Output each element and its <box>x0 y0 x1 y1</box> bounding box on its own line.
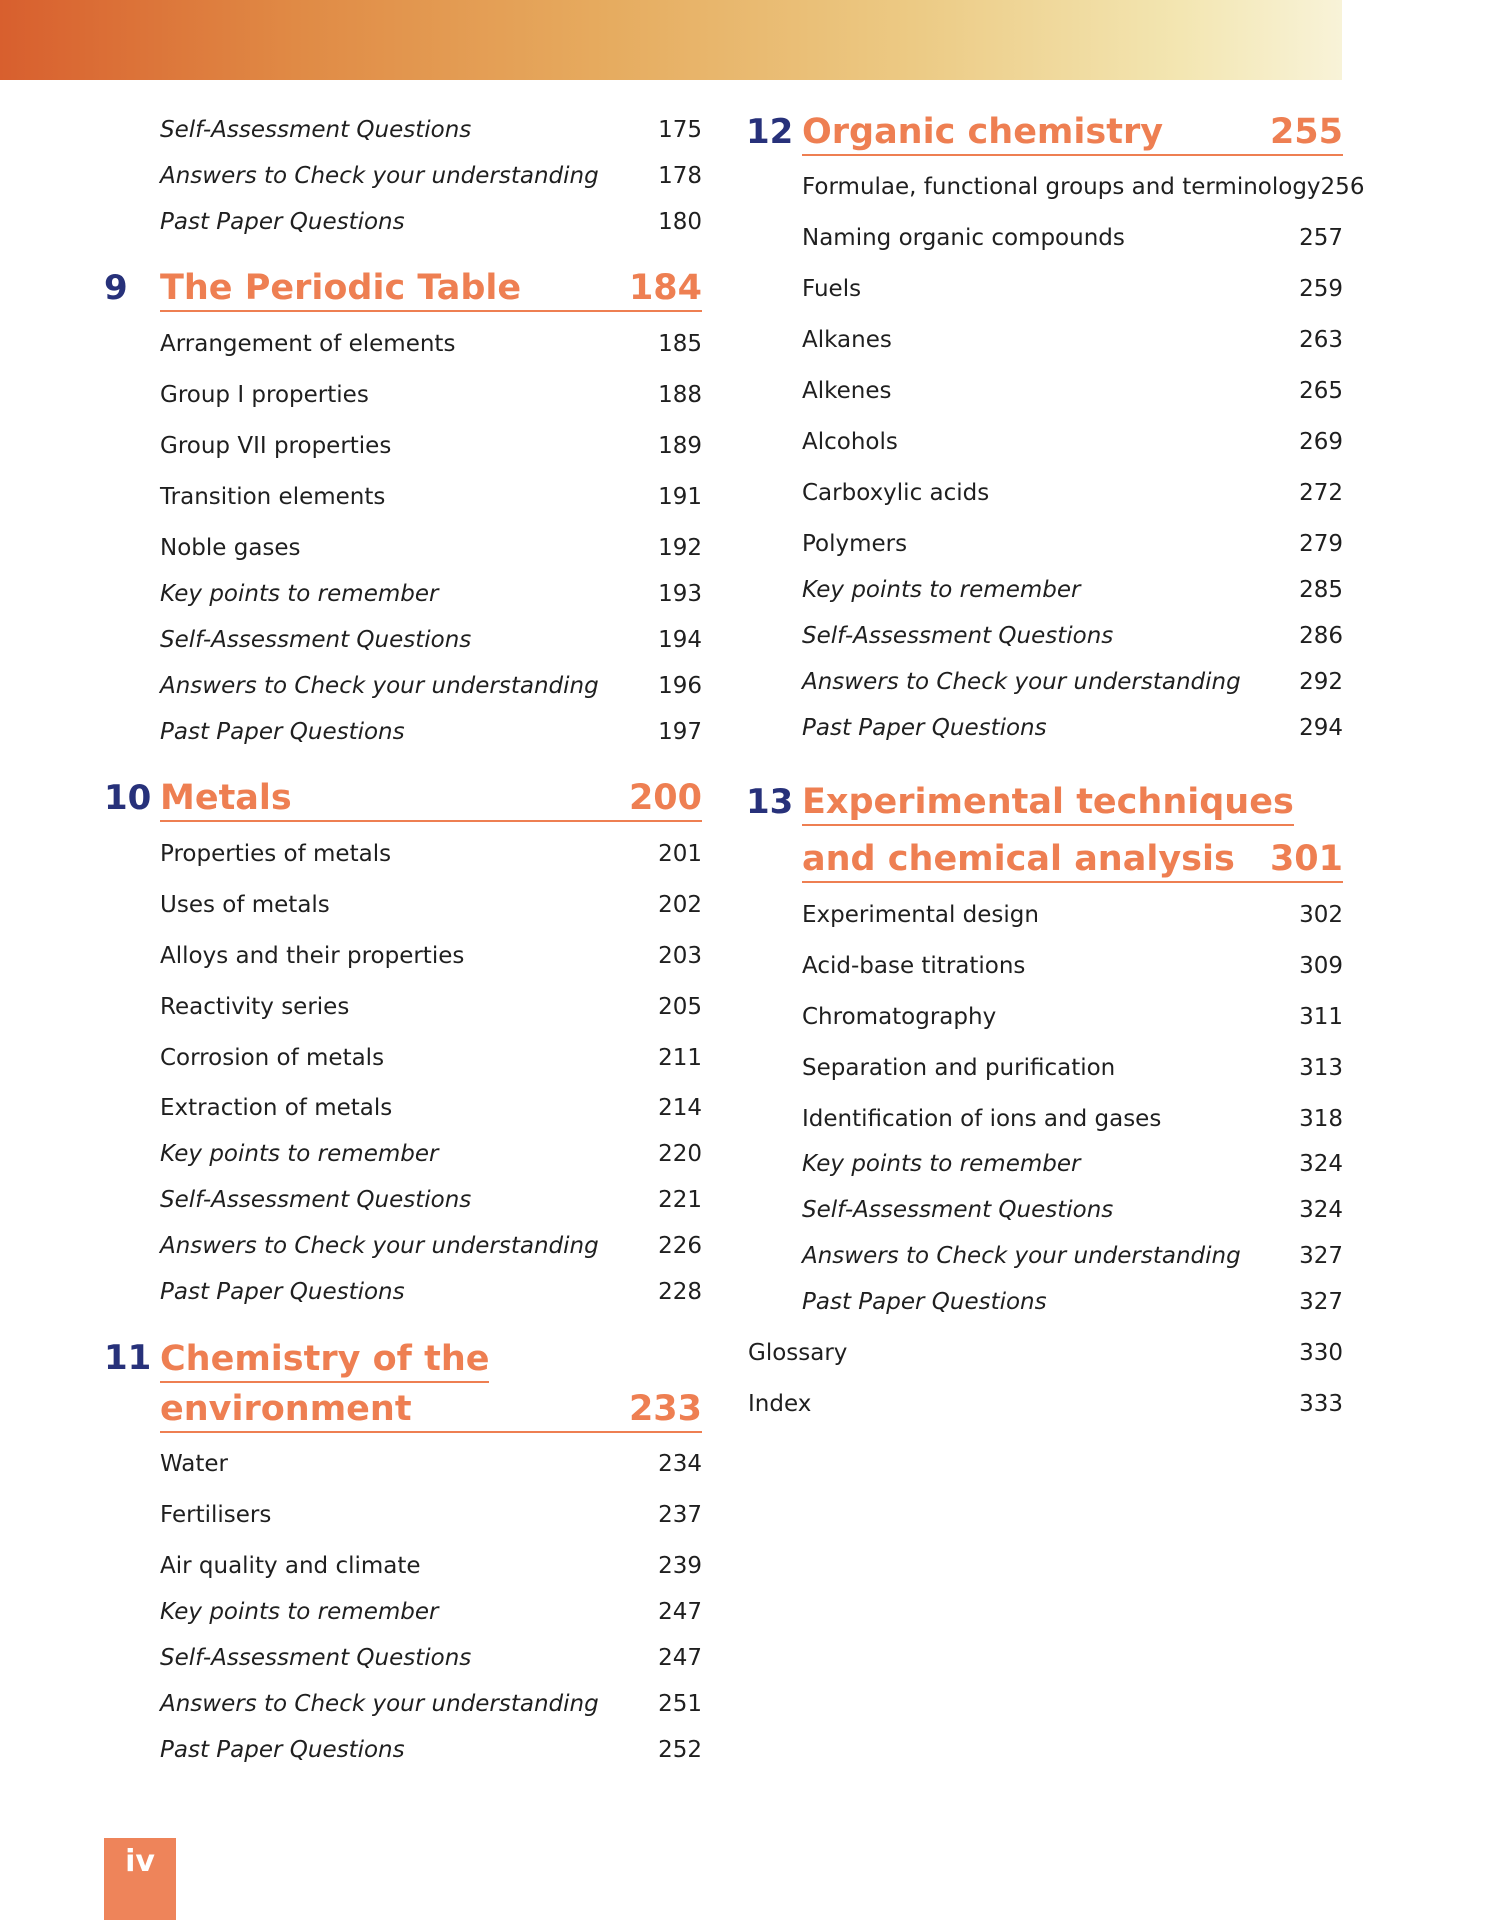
chapter-heading-9[interactable] <box>160 266 702 312</box>
chapter-heading-13-line2[interactable] <box>802 837 1343 883</box>
chapter-number: 12 <box>746 112 794 152</box>
chapter-title: Chemistry of the <box>160 1339 490 1379</box>
toc-entry[interactable]: Group I properties 188 <box>160 382 702 408</box>
toc-entry[interactable]: Alkenes 265 <box>802 378 1343 404</box>
chapter-page: 233 <box>628 1389 702 1429</box>
chapter-heading-12[interactable] <box>802 110 1343 156</box>
toc-entry[interactable]: Naming organic compounds 257 <box>802 225 1343 251</box>
toc-entry[interactable]: Chromatography 311 <box>802 1004 1343 1030</box>
toc-entry[interactable]: Key points to remember 247 <box>160 1599 702 1625</box>
toc-entry[interactable]: Self-Assessment Questions 286 <box>802 623 1343 649</box>
toc-entry[interactable]: Identification of ions and gases 318 <box>802 1106 1343 1132</box>
chapter-page: 200 <box>628 778 702 818</box>
chapter-title: Experimental techniques <box>802 782 1294 822</box>
toc-entry[interactable]: Past Paper Questions 252 <box>160 1737 702 1763</box>
toc-entry[interactable]: Answers to Check your understanding 292 <box>802 669 1343 695</box>
toc-entry[interactable]: Self-Assessment Questions 221 <box>160 1187 702 1213</box>
chapter-title: Metals <box>160 778 292 818</box>
toc-entry-index[interactable]: Index 333 <box>748 1391 1343 1417</box>
toc-entry[interactable]: Reactivity series 205 <box>160 994 702 1020</box>
toc-entry[interactable]: Key points to remember 285 <box>802 577 1343 603</box>
toc-entry[interactable]: Past Paper Questions 228 <box>160 1279 702 1305</box>
toc-entry[interactable]: Noble gases 192 <box>160 535 702 561</box>
toc-entry[interactable]: Transition elements 191 <box>160 484 702 510</box>
toc-entry[interactable]: Alloys and their properties 203 <box>160 943 702 969</box>
toc-entry[interactable]: Key points to remember 324 <box>802 1151 1343 1177</box>
toc-entry[interactable]: Properties of metals 201 <box>160 841 702 867</box>
header-gradient-band <box>0 0 1342 80</box>
toc-entry[interactable]: Extraction of metals 214 <box>160 1095 702 1121</box>
toc-entry[interactable]: Water 234 <box>160 1451 702 1477</box>
toc-entry[interactable]: Experimental design 302 <box>802 902 1343 928</box>
toc-entry[interactable]: Uses of metals 202 <box>160 892 702 918</box>
toc-entry[interactable]: Answers to Check your understanding 327 <box>802 1243 1343 1269</box>
chapter-heading-11-line2[interactable] <box>160 1387 702 1433</box>
chapter-title: and chemical analysis <box>802 839 1235 879</box>
toc-entry[interactable]: Formulae, functional groups and terminology 256 <box>802 174 1365 200</box>
toc-entry[interactable]: Alcohols 269 <box>802 429 1343 455</box>
chapter-page: 184 <box>628 268 702 308</box>
toc-entry[interactable]: Past Paper Questions 197 <box>160 719 702 745</box>
chapter-heading-10[interactable] <box>160 776 702 822</box>
chapter-number: 11 <box>104 1338 152 1378</box>
toc-entry[interactable]: Answers to Check your understanding 178 <box>160 163 702 189</box>
toc-entry[interactable]: Corrosion of metals 211 <box>160 1045 702 1071</box>
toc-entry[interactable]: Past Paper Questions 294 <box>802 715 1343 741</box>
toc-entry[interactable]: Past Paper Questions 180 <box>160 209 702 235</box>
toc-entry[interactable]: Answers to Check your understanding 196 <box>160 673 702 699</box>
toc-entry[interactable]: Group VII properties 189 <box>160 433 702 459</box>
toc-entry[interactable]: Fertilisers 237 <box>160 1502 702 1528</box>
page-number-tab: iv <box>104 1838 176 1920</box>
toc-entry-glossary[interactable]: Glossary 330 <box>748 1340 1343 1366</box>
toc-entry[interactable]: Key points to remember 193 <box>160 581 702 607</box>
toc-entry[interactable]: Separation and purification 313 <box>802 1055 1343 1081</box>
toc-entry[interactable]: Key points to remember 220 <box>160 1141 702 1167</box>
toc-entry[interactable]: Past Paper Questions 327 <box>802 1289 1343 1315</box>
toc-entry[interactable]: Carboxylic acids 272 <box>802 480 1343 506</box>
chapter-page: 255 <box>1269 112 1343 152</box>
chapter-title: The Periodic Table <box>160 268 522 308</box>
toc-entry[interactable]: Self-Assessment Questions 194 <box>160 627 702 653</box>
toc-entry[interactable]: Air quality and climate 239 <box>160 1553 702 1579</box>
toc-entry[interactable]: Alkanes 263 <box>802 327 1343 353</box>
chapter-number: 10 <box>104 778 152 818</box>
chapter-title: environment <box>160 1389 412 1429</box>
toc-entry[interactable]: Fuels 259 <box>802 276 1343 302</box>
toc-entry[interactable]: Answers to Check your understanding 251 <box>160 1691 702 1717</box>
chapter-heading-11-line1[interactable] <box>160 1337 489 1383</box>
toc-entry[interactable]: Answers to Check your understanding 226 <box>160 1233 702 1259</box>
chapter-heading-13-line1[interactable] <box>802 780 1294 826</box>
toc-entry[interactable]: Acid-base titrations 309 <box>802 953 1343 979</box>
toc-entry[interactable]: Self-Assessment Questions 175 <box>160 117 702 143</box>
chapter-page: 301 <box>1269 839 1343 879</box>
toc-entry[interactable]: Self-Assessment Questions 324 <box>802 1197 1343 1223</box>
chapter-number: 13 <box>746 782 794 822</box>
toc-entry[interactable]: Polymers 279 <box>802 531 1343 557</box>
toc-entry[interactable]: Arrangement of elements 185 <box>160 331 702 357</box>
chapter-title: Organic chemistry <box>802 112 1164 152</box>
toc-entry[interactable]: Self-Assessment Questions 247 <box>160 1645 702 1671</box>
chapter-number: 9 <box>104 268 128 308</box>
